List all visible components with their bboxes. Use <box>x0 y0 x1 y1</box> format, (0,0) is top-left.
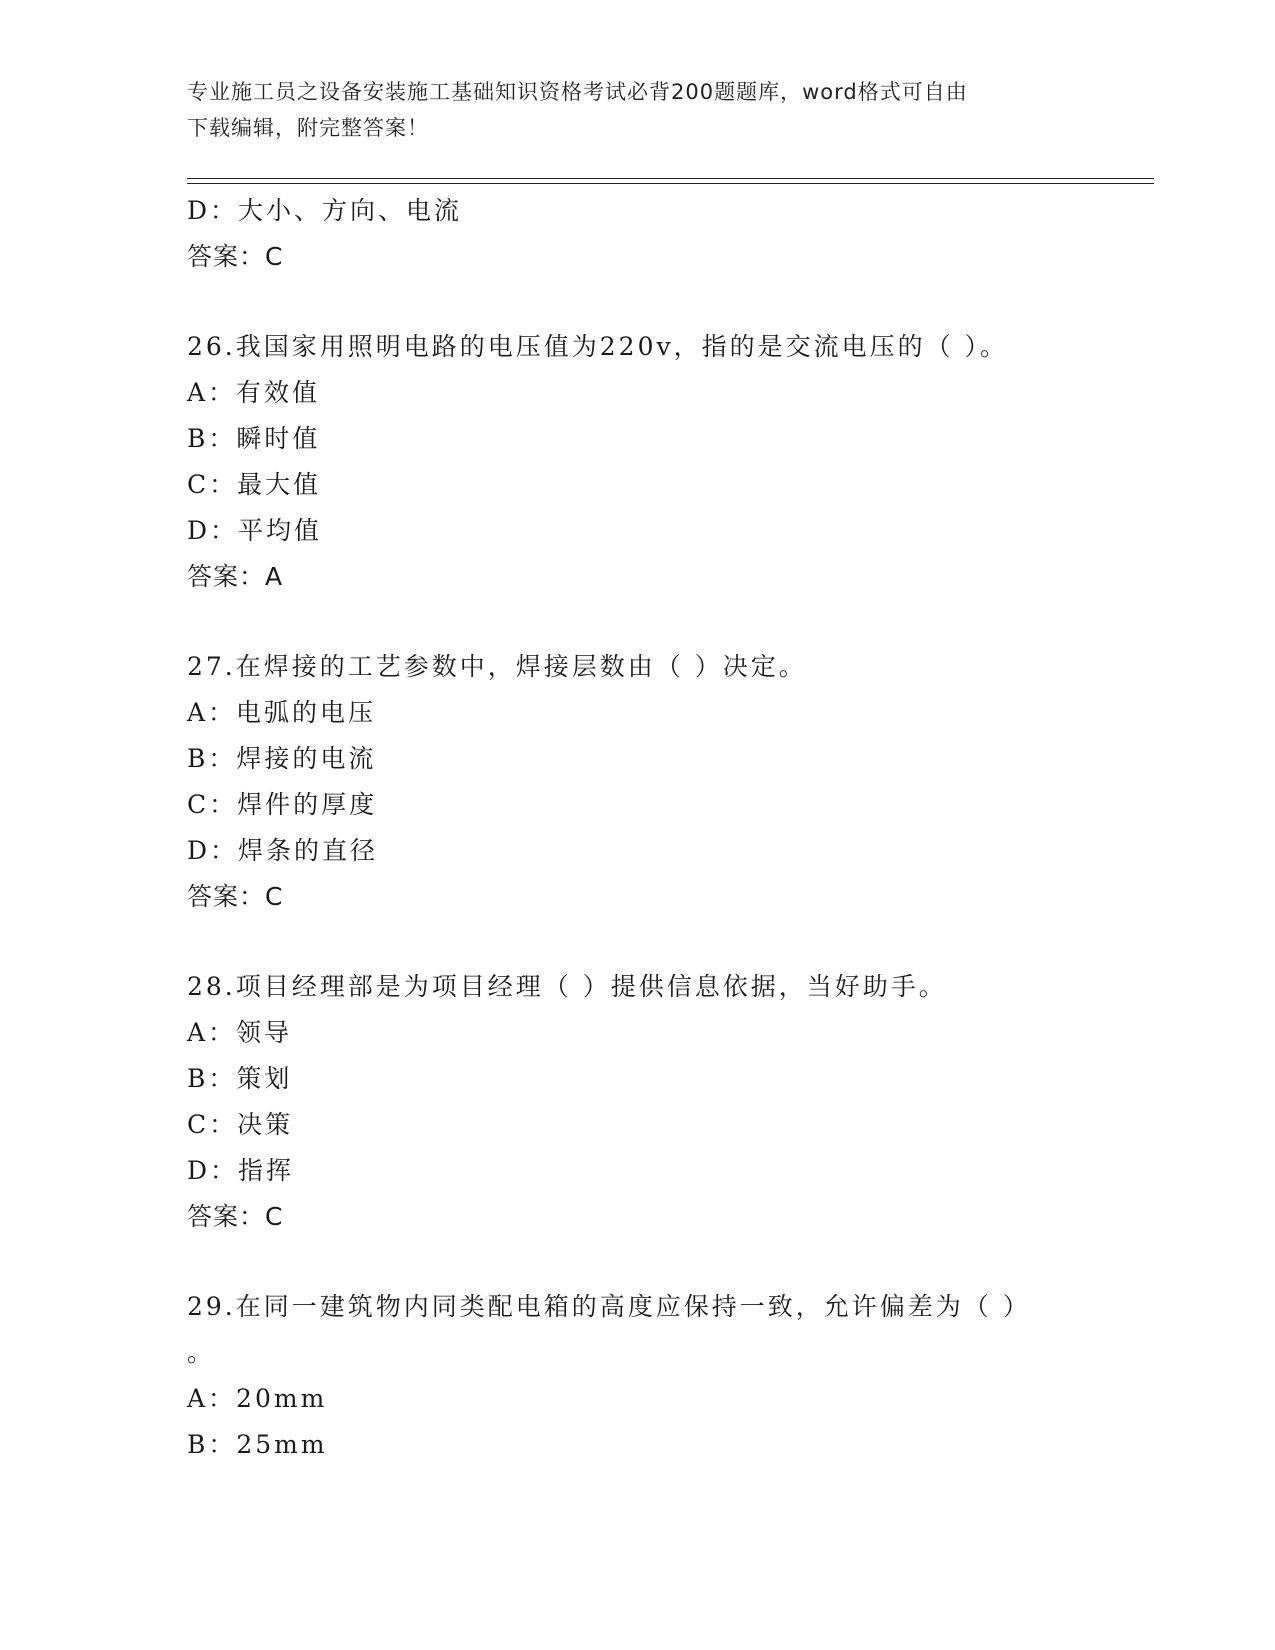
option-d: D：指挥 <box>187 1156 295 1185</box>
document-header <box>187 74 1067 146</box>
option-b: B：策划 <box>187 1064 293 1093</box>
option-d: D：焊条的直径 <box>187 836 379 865</box>
answer: 答案：C <box>187 1202 284 1231</box>
option-a: A：20mm <box>187 1384 328 1413</box>
header-rule-bottom <box>187 183 1154 184</box>
header-rule-top <box>187 178 1154 179</box>
option-b: B：瞬时值 <box>187 424 321 453</box>
question-29 <box>187 1284 1087 1468</box>
option-a: A：领导 <box>187 1018 293 1047</box>
option-c: C：决策 <box>187 1110 294 1139</box>
header-line-1: 专业施工员之设备安装施工基础知识资格考试必背200题题库，word格式可自由 <box>187 80 968 104</box>
question-26 <box>187 324 1087 600</box>
option-b: B：焊接的电流 <box>187 744 377 773</box>
option-a: A：有效值 <box>187 378 321 407</box>
question-stem: 26.我国家用照明电路的电压值为220v，指的是交流电压的（ ）。 <box>187 332 1009 361</box>
question-stem: 29.在同一建筑物内同类配电箱的高度应保持一致，允许偏差为（ ） <box>187 1292 1031 1321</box>
option-c: C：焊件的厚度 <box>187 790 378 819</box>
question-stem: 28.项目经理部是为项目经理（ ）提供信息依据，当好助手。 <box>187 972 947 1001</box>
question-list <box>187 188 1087 1468</box>
question-27 <box>187 644 1087 920</box>
option-d: D：大小、方向、电流 <box>187 196 463 225</box>
question-stem: 27.在焊接的工艺参数中，焊接层数由（ ）决定。 <box>187 652 807 681</box>
answer: 答案：C <box>187 882 284 911</box>
option-a: A：电弧的电压 <box>187 698 377 727</box>
question-stem-continuation: 。 <box>187 1338 216 1367</box>
answer: 答案：C <box>187 242 284 271</box>
option-c: C：最大值 <box>187 470 322 499</box>
answer: 答案：A <box>187 562 284 591</box>
option-d: D：平均值 <box>187 516 323 545</box>
question-28 <box>187 964 1087 1240</box>
header-line-2: 下载编辑，附完整答案！ <box>187 116 429 140</box>
option-b: B：25mm <box>187 1430 328 1459</box>
